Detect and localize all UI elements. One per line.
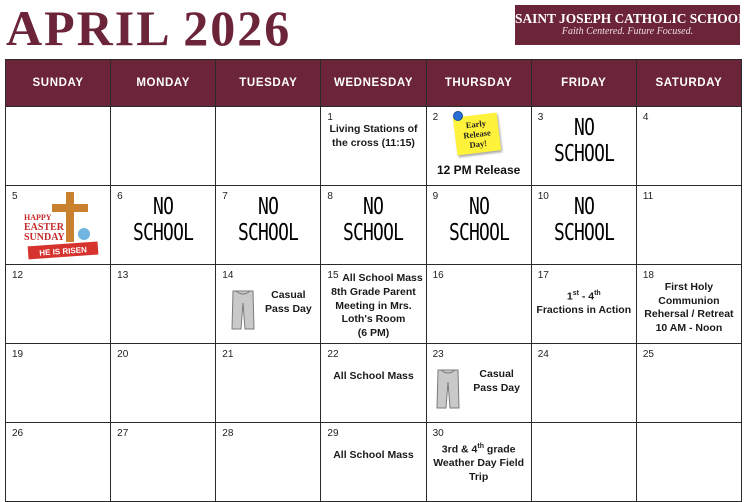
day-cell <box>321 107 426 186</box>
day-number: 30 <box>432 428 444 439</box>
day-number: 2 <box>432 112 439 123</box>
easter-text: EASTER <box>24 222 65 233</box>
week-row <box>6 423 742 502</box>
day-cell <box>531 107 636 186</box>
event-text: (6 PM) <box>357 327 390 339</box>
day-number: 15 <box>327 270 339 281</box>
weekday-header: SUNDAY <box>6 60 111 107</box>
day-cell <box>6 344 111 423</box>
day-number: 21 <box>222 349 234 360</box>
day-cell <box>531 186 636 265</box>
day-cell <box>111 344 216 423</box>
no-school-label <box>123 194 204 246</box>
day-cell <box>426 423 531 502</box>
no-school-line: NO <box>363 194 384 220</box>
cross-icon <box>66 192 74 242</box>
day-cell <box>216 186 321 265</box>
day-number: 20 <box>117 349 129 360</box>
event-text <box>431 440 527 484</box>
event-text-part: Fractions in Action <box>536 304 632 316</box>
event-text: Casual Pass Day <box>265 289 312 315</box>
no-school-line: SCHOOL <box>553 220 614 246</box>
no-school-line: SCHOOL <box>343 220 404 246</box>
day-number: 27 <box>117 428 129 439</box>
week-row <box>6 344 742 423</box>
empty-day-cell <box>636 423 741 502</box>
day-number: 10 <box>537 191 549 202</box>
day-number: 7 <box>222 191 228 202</box>
day-number: 28 <box>222 428 234 439</box>
week-row <box>6 107 742 186</box>
day-number: 23 <box>432 349 444 360</box>
sticky-note-text: Day! <box>468 137 488 150</box>
school-tagline: Faith Centered. Future Focused. <box>561 26 694 37</box>
day-cell <box>321 344 426 423</box>
day-cell <box>216 344 321 423</box>
sticky-note-text: Early <box>464 117 487 131</box>
egg-icon <box>78 228 90 240</box>
day-cell <box>426 107 531 186</box>
event-text: 12 PM Release <box>436 163 521 177</box>
day-number: 12 <box>12 270 24 281</box>
day-cell <box>111 186 216 265</box>
no-school-label <box>438 194 519 246</box>
day-number: 24 <box>537 349 549 360</box>
easter-banner-text: HE IS RISEN <box>39 245 88 258</box>
calendar-title: APRIL 2026 <box>6 0 292 56</box>
event-text <box>536 287 632 318</box>
day-cell <box>321 265 426 344</box>
sticky-note-text: Release <box>462 127 491 141</box>
no-school-line: NO <box>258 194 279 220</box>
no-school-line: SCHOOL <box>448 220 509 246</box>
sweatpants-icon <box>435 368 461 412</box>
event-text-sup: th <box>477 443 484 450</box>
no-school-line: NO <box>573 194 594 220</box>
day-cell <box>636 344 741 423</box>
day-number: 6 <box>117 191 123 202</box>
day-number: 19 <box>12 349 24 360</box>
day-number: 25 <box>642 349 654 360</box>
day-cell <box>426 265 531 344</box>
weekday-header: FRIDAY <box>531 60 636 107</box>
day-number: 22 <box>327 349 339 360</box>
no-school-line: NO <box>153 194 174 220</box>
event-text: All School Mass <box>342 272 423 284</box>
weekday-header: MONDAY <box>111 60 216 107</box>
day-number: 9 <box>432 191 439 202</box>
day-cell <box>6 186 111 265</box>
empty-day-cell <box>6 107 111 186</box>
day-cell <box>531 265 636 344</box>
weekday-header: THURSDAY <box>426 60 531 107</box>
easter-text: HAPPY <box>24 213 52 222</box>
weekday-header: SATURDAY <box>636 60 741 107</box>
no-school-label <box>543 194 624 246</box>
day-cell <box>216 423 321 502</box>
weekday-header: WEDNESDAY <box>321 60 426 107</box>
no-school-label <box>543 115 624 167</box>
day-cell <box>531 344 636 423</box>
day-number: 8 <box>327 191 333 202</box>
sweatpants-icon <box>230 289 256 333</box>
day-number: 17 <box>537 270 549 281</box>
day-cell <box>426 186 531 265</box>
event-text-part: 3rd & 4 <box>441 443 478 456</box>
day-cell <box>111 423 216 502</box>
day-cell <box>636 107 741 186</box>
no-school-line: NO <box>468 194 489 220</box>
empty-day-cell <box>531 423 636 502</box>
event-text: All School Mass <box>333 449 414 461</box>
no-school-line: SCHOOL <box>238 220 299 246</box>
day-cell <box>636 186 741 265</box>
day-number: 11 <box>642 191 654 202</box>
day-number: 14 <box>222 270 234 281</box>
empty-day-cell <box>111 107 216 186</box>
day-number: 4 <box>642 112 649 123</box>
day-cell <box>426 344 531 423</box>
no-school-line: SCHOOL <box>553 141 614 167</box>
weekday-header-row <box>6 60 742 107</box>
event-text-part: Weather Day Field Trip <box>433 457 525 483</box>
calendar-grid <box>5 59 742 502</box>
easter-text: SUNDAY <box>24 232 65 243</box>
school-logo-banner <box>515 5 748 45</box>
event-text: Living Stations of the cross (11:15) <box>329 123 418 149</box>
day-cell <box>6 423 111 502</box>
day-cell <box>111 265 216 344</box>
day-number: 26 <box>12 428 24 439</box>
day-cell <box>636 265 741 344</box>
empty-day-cell <box>216 107 321 186</box>
week-row <box>6 265 742 344</box>
easter-sunday-graphic <box>22 190 112 260</box>
event-text: All School Mass <box>333 370 414 382</box>
event-text-part: 1 <box>566 290 573 303</box>
day-cell <box>321 423 426 502</box>
day-number: 3 <box>537 112 544 123</box>
pushpin-icon <box>453 111 463 121</box>
cross-beam <box>52 204 88 212</box>
event-text: 8th Grade Parent Meeting in Mrs. Loth's Room <box>331 286 416 325</box>
event-text-part: - 4 <box>578 290 595 303</box>
day-cell <box>216 265 321 344</box>
no-school-line: SCHOOL <box>133 220 194 246</box>
no-school-label <box>333 194 414 246</box>
day-number: 18 <box>642 270 654 281</box>
weekday-header: TUESDAY <box>216 60 321 107</box>
day-number: 16 <box>432 270 444 281</box>
event-text: First Holy Communion Rehersal / Retreat 10 AM - Noon <box>644 281 734 334</box>
day-cell <box>6 265 111 344</box>
day-cell <box>321 186 426 265</box>
day-number: 13 <box>117 270 129 281</box>
school-name: SAINT JOSEPH CATHOLIC SCHOOL <box>515 11 748 26</box>
day-number: 29 <box>327 428 339 439</box>
day-number: 5 <box>12 191 18 202</box>
event-text: Casual Pass Day <box>473 368 520 394</box>
event-text-sup: th <box>594 290 601 297</box>
no-school-label <box>228 194 309 246</box>
no-school-line: NO <box>573 115 594 141</box>
event-text-sup: st <box>572 290 579 297</box>
week-row <box>6 186 742 265</box>
day-number: 1 <box>327 112 333 123</box>
event-text-part: grade <box>483 443 516 456</box>
